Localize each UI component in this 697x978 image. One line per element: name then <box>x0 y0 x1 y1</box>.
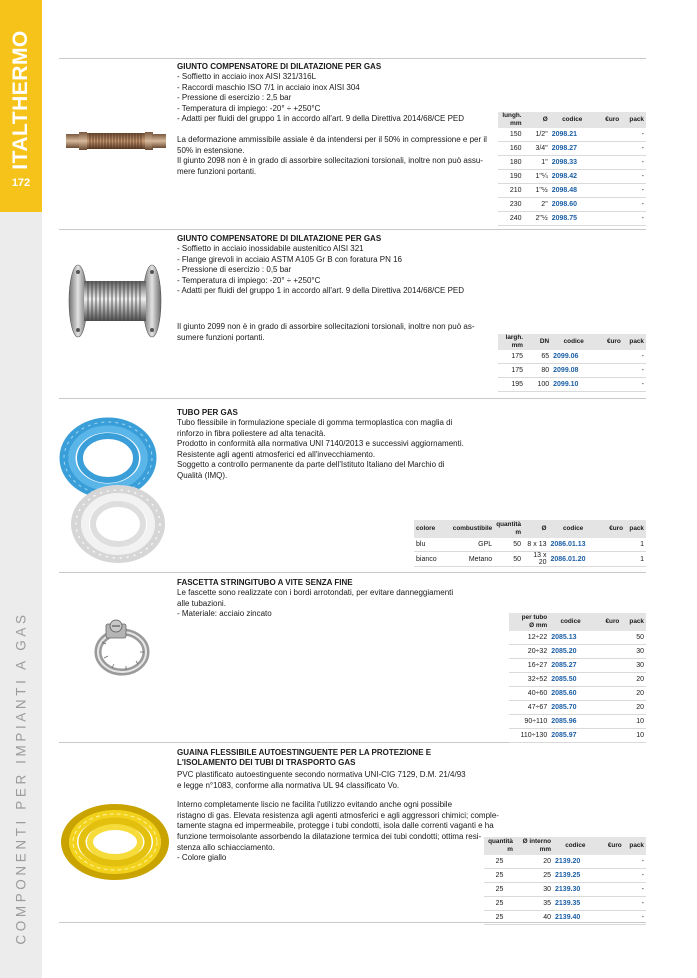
column-header: pack <box>621 112 646 128</box>
table-row: 25 35 2139.35 - <box>484 897 646 911</box>
brand-logo: ITALTHERMO <box>9 30 32 170</box>
column-header: pack <box>621 613 646 631</box>
column-header: quantità m <box>496 521 522 536</box>
spec-table <box>509 613 646 743</box>
spec-table <box>414 520 646 567</box>
column-header: €uro <box>596 334 622 350</box>
table-row: 32÷52 2085.50 20 <box>509 673 646 687</box>
column-header: codice <box>553 837 598 855</box>
table-row: bianco Metano 50 13 x 20 2086.01.20 1 <box>416 552 644 566</box>
table-row: 40÷60 2085.60 20 <box>509 687 646 701</box>
section-divider <box>59 398 646 399</box>
column-header: combustibile <box>448 520 495 538</box>
column-header: DN <box>525 334 551 350</box>
sidebar <box>0 0 42 978</box>
spec-table <box>498 334 646 392</box>
product-description: Tubo flessibile in formulazione speciale di gomma termoplastica con maglia di rinforzo in fibra poliestere ad alta tenacità. Prodotto in conformità alla normativa UNI 7140/2013 e successivi aggiornamenti. Resistente agli agenti atmosferici ed all'invecchiamento. Soggetto a controllo permanente da parte dell'Istituto Italiano del Marchio di Qualità (IMQ). <box>177 418 464 480</box>
column-header: per tubo Ø mm <box>509 613 549 631</box>
column-header: €uro <box>595 112 621 128</box>
table-row: 16÷27 2085.27 30 <box>509 659 646 673</box>
product-title: TUBO PER GAS <box>177 408 238 417</box>
product-description: PVC plastificato autoestinguente secondo normativa UNI-CIG 7129, D.M. 21/4/93 e legge n°1083, conforme alla normativa UL 94 classificato Vo. Interno completamente liscio ne facilita l'utilizzo evitando anche ogni possibile ristagno di gas. Elevata resistenza agli agenti atmosferici e agli aggressori chimici; comple- tamente stagna ed impermeabile, protegge i tubi condotti, isola dalle correnti vaganti e ha funzione termoisolante assorbendo la dilatazione termica dei tubi condotti; ottima resi- stenza allo schiacciamento. - Colore giallo <box>177 770 499 863</box>
section-divider <box>59 58 646 59</box>
column-header: €uro <box>598 837 624 855</box>
column-header: €uro <box>592 613 621 631</box>
section-divider <box>59 229 646 230</box>
table-row: 175 65 2099.06 - <box>498 350 646 364</box>
table-row: 230 2" 2098.60 - <box>498 198 646 212</box>
page-number: 172 <box>11 177 31 189</box>
table-row: 190 1"¼ 2098.42 - <box>498 170 646 184</box>
table-row: 195 100 2099.10 - <box>498 378 646 392</box>
column-header: codice <box>551 334 596 350</box>
section-divider <box>59 572 646 573</box>
column-header: codice <box>549 613 592 631</box>
spec-table <box>484 837 646 925</box>
product-title: FASCETTA STRINGITUBO A VITE SENZA FINE <box>177 578 353 587</box>
yellow-sheath-coil-image <box>60 800 170 884</box>
table-row: 47÷67 2085.70 20 <box>509 701 646 715</box>
column-header: lungh. mm <box>498 112 524 128</box>
table-row: blu GPL 50 8 x 13 2086.01.13 1 <box>414 538 646 552</box>
column-header: codice <box>549 520 598 538</box>
table-row: 210 1"½ 2098.48 - <box>498 184 646 198</box>
table-row: 25 25 2139.25 - <box>484 869 646 883</box>
column-header: codice <box>550 112 595 128</box>
table-row: 175 80 2099.08 - <box>498 364 646 378</box>
table-row: 25 20 2139.20 - <box>484 855 646 869</box>
category-label: COMPONENTI PER IMPIANTI A GAS <box>13 611 29 945</box>
product-description: - Soffietto in acciaio inossidabile austenitico AISI 321 - Flange girevoli in acciaio ASTM A105 Gr B con foratura PN 16 - Pressione di esercizio : 0,5 bar - Temperatura di impiego: -20° ÷ +250°C - Adatti per fluidi del gruppo 1 in accordo all'art. 9 della Direttiva 2014/68/CE PED Il giunto 2099 non è in grado di assorbire sollecitazioni torsionali, inoltre non può as- sumere funzioni portanti. <box>177 244 475 342</box>
product-title: GIUNTO COMPENSATORE DI DILATAZIONE PER GAS <box>177 62 382 71</box>
spec-table <box>498 112 646 226</box>
column-header: €uro <box>598 520 625 538</box>
table-row: 180 1" 2098.33 - <box>498 156 646 170</box>
product-description: Le fascette sono realizzate con i bordi arrotondati, per evitare danneggiamenti alle tubazioni. - Materiale: acciaio zincato <box>177 588 454 619</box>
product-title: GUAINA FLESSIBILE AUTOESTINGUENTE PER LA PROTEZIONE E L'ISOLAMENTO DEI TUBI DI TRASPORTO GAS <box>177 748 432 767</box>
column-header: Ø <box>523 520 548 538</box>
table-row: 25 40 2139.40 - <box>484 911 646 925</box>
column-header: quantità m <box>484 837 515 855</box>
flanged-compensator-image <box>66 262 164 340</box>
table-row: 150 1/2" 2098.21 - <box>498 128 646 142</box>
table-row: 110÷130 2085.97 10 <box>509 729 646 743</box>
column-header: pack <box>625 520 646 538</box>
column-header: colore <box>414 520 448 538</box>
product-title: GIUNTO COMPENSATORE DI DILATAZIONE PER GAS <box>177 234 382 243</box>
table-row: 160 3/4" 2098.27 - <box>498 142 646 156</box>
product-description: - Soffietto in acciaio inox AISI 321/316L - Raccordi maschio ISO 7/1 in acciaio inox AISI 304 - Pressione di esercizio : 2,5 bar - Temperatura di impiego: -20° ÷ +250°C - Adatti per fluidi del gruppo 1 in accordo all'art. 9 della Direttiva 2014/68/CE PED La deformazione ammissibile assiale è da intendersi per il 50% in compressione e per il 50% in estensione. Il giunto 2098 non è in grado di assorbire sollecitazioni torsionali, inoltre non può assu- mere funzioni portanti. <box>177 72 487 176</box>
table-row: 25 30 2139.30 - <box>484 883 646 897</box>
table-row: 240 2"½ 2098.75 - <box>498 212 646 226</box>
gas-hose-coils-image <box>58 402 168 568</box>
column-header: largh. mm <box>498 334 525 350</box>
hose-clamp-image <box>92 614 152 678</box>
column-header: Ø interno mm <box>515 837 553 855</box>
column-header: pack <box>623 334 646 350</box>
table-row: 90÷110 2085.96 10 <box>509 715 646 729</box>
threaded-compensator-image <box>62 122 170 158</box>
table-row: 20÷32 2085.20 30 <box>509 645 646 659</box>
table-row: 12÷22 2085.13 50 <box>509 631 646 645</box>
column-header: Ø <box>524 112 550 128</box>
column-header: pack <box>624 837 646 855</box>
